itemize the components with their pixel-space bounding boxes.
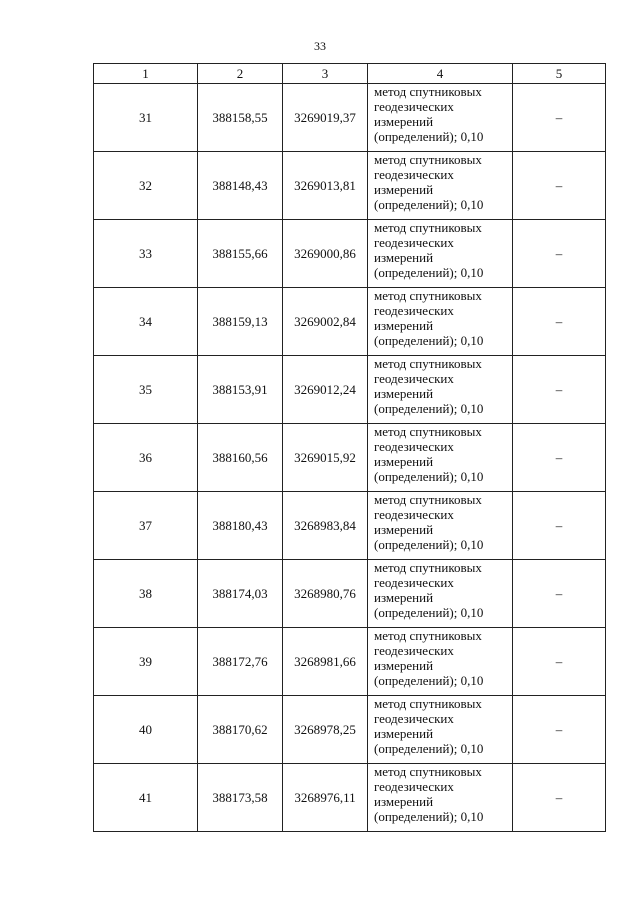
- note-cell: –: [513, 152, 606, 220]
- method-line: измерений: [374, 658, 434, 673]
- method-line: геодезических: [374, 371, 454, 386]
- coordinate-y-cell: 3269000,86: [283, 220, 368, 288]
- table-row: [94, 560, 606, 628]
- table-body: [94, 84, 606, 832]
- method-cell: [368, 84, 513, 152]
- method-line: (определений); 0,10: [374, 741, 484, 756]
- method-cell: [368, 424, 513, 492]
- note-cell: –: [513, 492, 606, 560]
- coordinate-x-cell: 388148,43: [198, 152, 283, 220]
- coordinates-table: [93, 63, 606, 832]
- method-line: измерений: [374, 386, 434, 401]
- method-line: (определений); 0,10: [374, 673, 484, 688]
- column-header-1: 1: [94, 64, 198, 84]
- table-row: [94, 492, 606, 560]
- method-line: метод спутниковых: [374, 84, 482, 99]
- note-cell: –: [513, 356, 606, 424]
- coordinate-y-cell: 3269012,24: [283, 356, 368, 424]
- coordinate-x-cell: 388174,03: [198, 560, 283, 628]
- method-line: геодезических: [374, 711, 454, 726]
- table-row: [94, 356, 606, 424]
- method-line: измерений: [374, 318, 434, 333]
- coordinate-x-cell: 388172,76: [198, 628, 283, 696]
- coordinate-x-cell: 388153,91: [198, 356, 283, 424]
- method-line: измерений: [374, 114, 434, 129]
- method-cell: [368, 492, 513, 560]
- table-row: [94, 152, 606, 220]
- method-line: (определений); 0,10: [374, 469, 484, 484]
- point-number-cell: 38: [94, 560, 198, 628]
- column-header-3: 3: [283, 64, 368, 84]
- table-row: [94, 696, 606, 764]
- table-row: [94, 424, 606, 492]
- method-line: геодезических: [374, 507, 454, 522]
- method-line: геодезических: [374, 575, 454, 590]
- point-number-cell: 41: [94, 764, 198, 832]
- method-line: геодезических: [374, 99, 454, 114]
- method-line: метод спутниковых: [374, 628, 482, 643]
- method-line: метод спутниковых: [374, 696, 482, 711]
- method-cell: [368, 696, 513, 764]
- method-line: геодезических: [374, 167, 454, 182]
- coordinate-x-cell: 388158,55: [198, 84, 283, 152]
- method-line: геодезических: [374, 439, 454, 454]
- coordinate-y-cell: 3269013,81: [283, 152, 368, 220]
- coordinate-x-cell: 388159,13: [198, 288, 283, 356]
- method-line: измерений: [374, 590, 434, 605]
- method-line: (определений); 0,10: [374, 265, 484, 280]
- note-cell: –: [513, 84, 606, 152]
- method-line: метод спутниковых: [374, 764, 482, 779]
- method-cell: [368, 152, 513, 220]
- method-line: измерений: [374, 182, 434, 197]
- method-line: измерений: [374, 794, 434, 809]
- method-cell: [368, 628, 513, 696]
- coordinate-x-cell: 388173,58: [198, 764, 283, 832]
- method-line: метод спутниковых: [374, 356, 482, 371]
- method-line: метод спутниковых: [374, 424, 482, 439]
- coordinate-y-cell: 3268981,66: [283, 628, 368, 696]
- table-row: [94, 764, 606, 832]
- note-cell: –: [513, 764, 606, 832]
- note-cell: –: [513, 628, 606, 696]
- method-line: (определений); 0,10: [374, 401, 484, 416]
- method-line: (определений); 0,10: [374, 129, 484, 144]
- point-number-cell: 32: [94, 152, 198, 220]
- point-number-cell: 33: [94, 220, 198, 288]
- point-number-cell: 31: [94, 84, 198, 152]
- point-number-cell: 39: [94, 628, 198, 696]
- method-line: метод спутниковых: [374, 492, 482, 507]
- coordinate-y-cell: 3268983,84: [283, 492, 368, 560]
- coordinate-y-cell: 3269002,84: [283, 288, 368, 356]
- method-line: измерений: [374, 522, 434, 537]
- coordinate-y-cell: 3269015,92: [283, 424, 368, 492]
- method-line: метод спутниковых: [374, 560, 482, 575]
- method-line: (определений); 0,10: [374, 809, 484, 824]
- method-line: метод спутниковых: [374, 152, 482, 167]
- point-number-cell: 36: [94, 424, 198, 492]
- method-line: метод спутниковых: [374, 220, 482, 235]
- method-line: измерений: [374, 250, 434, 265]
- method-line: метод спутниковых: [374, 288, 482, 303]
- point-number-cell: 35: [94, 356, 198, 424]
- method-line: (определений); 0,10: [374, 197, 484, 212]
- method-line: (определений); 0,10: [374, 605, 484, 620]
- method-line: геодезических: [374, 643, 454, 658]
- method-cell: [368, 288, 513, 356]
- point-number-cell: 37: [94, 492, 198, 560]
- method-line: измерений: [374, 726, 434, 741]
- note-cell: –: [513, 288, 606, 356]
- table-row: [94, 288, 606, 356]
- coordinate-y-cell: 3268980,76: [283, 560, 368, 628]
- column-header-2: 2: [198, 64, 283, 84]
- coordinate-y-cell: 3268978,25: [283, 696, 368, 764]
- point-number-cell: 40: [94, 696, 198, 764]
- column-header-4: 4: [368, 64, 513, 84]
- column-header-5: 5: [513, 64, 606, 84]
- method-line: геодезических: [374, 779, 454, 794]
- method-line: (определений); 0,10: [374, 333, 484, 348]
- coordinate-y-cell: 3268976,11: [283, 764, 368, 832]
- table-row: [94, 628, 606, 696]
- coordinate-x-cell: 388170,62: [198, 696, 283, 764]
- note-cell: –: [513, 424, 606, 492]
- coordinate-x-cell: 388160,56: [198, 424, 283, 492]
- note-cell: –: [513, 696, 606, 764]
- point-number-cell: 34: [94, 288, 198, 356]
- coordinate-x-cell: 388155,66: [198, 220, 283, 288]
- coordinate-x-cell: 388180,43: [198, 492, 283, 560]
- method-line: геодезических: [374, 235, 454, 250]
- method-cell: [368, 220, 513, 288]
- method-cell: [368, 560, 513, 628]
- method-line: (определений); 0,10: [374, 537, 484, 552]
- table-row: [94, 220, 606, 288]
- note-cell: –: [513, 560, 606, 628]
- table-header-row: [94, 64, 606, 84]
- coordinate-y-cell: 3269019,37: [283, 84, 368, 152]
- table-row: [94, 84, 606, 152]
- method-line: геодезических: [374, 303, 454, 318]
- method-cell: [368, 764, 513, 832]
- method-cell: [368, 356, 513, 424]
- method-line: измерений: [374, 454, 434, 469]
- note-cell: –: [513, 220, 606, 288]
- page-number: 33: [314, 39, 326, 53]
